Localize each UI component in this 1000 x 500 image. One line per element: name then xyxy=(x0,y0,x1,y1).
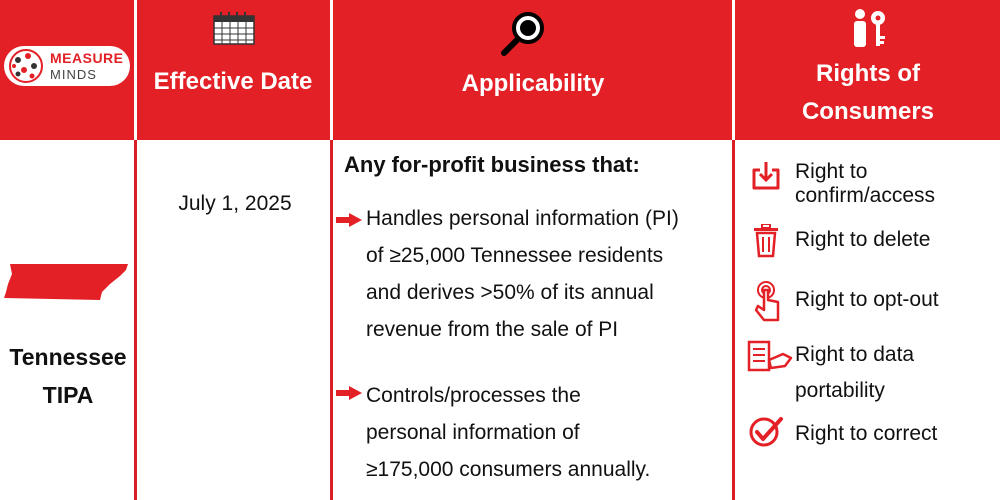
right-confirm-line2: confirm/access xyxy=(795,184,936,207)
law-name: TIPA xyxy=(42,382,94,408)
applicability-heading: Any for-profit business that: xyxy=(344,152,640,177)
download-icon xyxy=(750,160,782,192)
logo-text-top: MEASURE xyxy=(50,50,124,66)
logo xyxy=(4,46,130,86)
bullet-2-line-3: ≥175,000 consumers annually. xyxy=(366,458,651,481)
effective-date-value: July 1, 2025 xyxy=(178,192,292,215)
state-label xyxy=(0,338,136,414)
col-header-rights xyxy=(736,55,1000,131)
applicability-bullet-2 xyxy=(366,377,731,488)
arrow-bullet-icon xyxy=(336,213,362,227)
bullet-1-line-2: of ≥25,000 Tennessee residents xyxy=(366,244,664,267)
state-name: Tennessee xyxy=(9,344,127,370)
arrow-bullet-icon xyxy=(336,386,362,400)
divider-1-body xyxy=(134,140,137,500)
applicability-bullet-1 xyxy=(366,200,731,348)
right-correct: Right to correct xyxy=(795,422,938,445)
right-confirm-access xyxy=(795,160,995,208)
bullet-2-line-2: personal information of xyxy=(366,421,580,444)
magnifier-icon xyxy=(500,10,546,56)
right-opt-out: Right to opt-out xyxy=(795,288,939,311)
consumer-key-icon xyxy=(850,8,890,52)
right-data-portability xyxy=(795,337,995,409)
divider-3-body xyxy=(732,140,735,500)
col-header-rights-line2: Consumers xyxy=(801,98,935,125)
logo-mark-icon xyxy=(6,46,46,86)
divider-2-body xyxy=(330,140,333,500)
check-circle-icon xyxy=(748,414,784,450)
bullet-1-line-1: Handles personal information (PI) xyxy=(366,207,679,230)
right-delete: Right to delete xyxy=(795,228,931,251)
col-header-rights-line1: Rights of xyxy=(816,60,920,87)
trash-icon xyxy=(752,224,780,258)
document-transfer-icon xyxy=(745,340,793,374)
col-header-effective-date: Effective Date xyxy=(153,68,313,95)
right-portability-line1: Right to data xyxy=(795,343,915,366)
tennessee-map xyxy=(2,262,130,302)
bullet-1-line-3: and derives >50% of its annual xyxy=(366,281,654,304)
right-portability-line2: portability xyxy=(795,379,885,402)
bullet-1-line-4: revenue from the sale of PI xyxy=(366,318,619,341)
calendar-icon xyxy=(212,12,258,46)
logo-text-bottom: MINDS xyxy=(50,67,97,82)
touch-icon xyxy=(752,280,782,324)
col-header-applicability: Applicability xyxy=(461,70,605,97)
right-confirm-line1: Right to xyxy=(795,160,868,183)
bullet-2-line-1: Controls/processes the xyxy=(366,384,581,407)
